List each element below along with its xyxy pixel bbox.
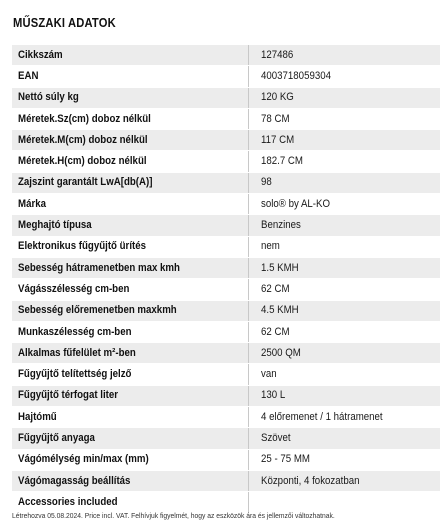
spec-value-cell (249, 45, 440, 66)
spec-label: Márka (18, 197, 46, 210)
spec-value: Szövet (261, 431, 291, 444)
spec-label: Accessories included (18, 495, 118, 508)
spec-value: 130 L (261, 389, 286, 402)
spec-label: Zajszint garantált LwA[db(A)] (18, 176, 153, 189)
spec-table (12, 45, 440, 514)
spec-label-cell (12, 130, 249, 151)
spec-value-cell (249, 321, 440, 342)
spec-value: 4003718059304 (261, 69, 331, 82)
spec-row (12, 321, 440, 342)
spec-value-cell (249, 449, 440, 470)
spec-label: Vágómélység min/max (mm) (18, 453, 149, 466)
spec-value: van (261, 368, 277, 381)
spec-label: Vágásszélesség cm-ben (18, 282, 130, 295)
spec-label: Fűgyűjtő anyaga (18, 431, 95, 444)
spec-value: 78 CM (261, 112, 290, 125)
spec-value-cell (249, 343, 440, 364)
spec-value: 25 - 75 MM (261, 453, 310, 466)
spec-row (12, 236, 440, 257)
spec-label-cell (12, 257, 249, 278)
spec-label-cell (12, 215, 249, 236)
spec-value-cell (249, 470, 440, 491)
spec-value-cell (249, 151, 440, 172)
spec-row (12, 215, 440, 236)
spec-label-cell (12, 343, 249, 364)
spec-value-cell (249, 194, 440, 215)
spec-row (12, 66, 440, 87)
spec-value-cell (249, 257, 440, 278)
spec-row (12, 108, 440, 129)
spec-row (12, 194, 440, 215)
spec-label-cell (12, 470, 249, 491)
spec-row (12, 470, 440, 491)
spec-value-cell (249, 407, 440, 428)
spec-value: 2500 QM (261, 346, 301, 359)
spec-row (12, 130, 440, 151)
spec-value: 4.5 KMH (261, 304, 299, 317)
spec-value-cell (249, 428, 440, 449)
spec-value: 98 (261, 176, 272, 189)
spec-label-cell (12, 300, 249, 321)
spec-row (12, 364, 440, 385)
spec-label-cell (12, 151, 249, 172)
spec-row (12, 151, 440, 172)
spec-label-cell (12, 449, 249, 470)
spec-value: 1.5 KMH (261, 261, 299, 274)
spec-label: Hajtómű (18, 410, 57, 423)
spec-label-cell (12, 236, 249, 257)
spec-label: Méretek.H(cm) doboz nélkül (18, 155, 147, 168)
spec-label: Sebesség előremenetben maxkmh (18, 304, 177, 317)
spec-value-cell (249, 108, 440, 129)
spec-label: Meghajtó típusa (18, 219, 92, 232)
spec-row (12, 385, 440, 406)
spec-label: Fűgyűjtő telítettség jelző (18, 368, 132, 381)
spec-value: 117 CM (261, 133, 295, 146)
spec-label: Alkalmas fűfelület m²-ben (18, 346, 136, 359)
spec-label-cell (12, 385, 249, 406)
spec-table-body (12, 45, 440, 513)
spec-value: Benzines (261, 219, 301, 232)
spec-row (12, 172, 440, 193)
spec-label: EAN (18, 69, 39, 82)
spec-label: Elektronikus fűgyűjtő ürítés (18, 240, 147, 253)
spec-value: nem (261, 240, 280, 253)
spec-value-cell (249, 87, 440, 108)
spec-value: 62 CM (261, 325, 290, 338)
spec-row (12, 279, 440, 300)
spec-value-cell (249, 236, 440, 257)
spec-row (12, 407, 440, 428)
spec-value: 62 CM (261, 282, 290, 295)
spec-label-cell (12, 428, 249, 449)
spec-value-cell (249, 385, 440, 406)
spec-row (12, 428, 440, 449)
spec-label-cell (12, 194, 249, 215)
section-title: MŰSZAKI ADATOK (13, 15, 116, 30)
spec-value-cell (249, 300, 440, 321)
spec-value: 4 előremenet / 1 hátramenet (261, 410, 383, 423)
spec-row (12, 300, 440, 321)
spec-value-cell (249, 364, 440, 385)
spec-value-cell (249, 66, 440, 87)
spec-label-cell (12, 172, 249, 193)
spec-label-cell (12, 279, 249, 300)
footer-note: Létrehozva 05.08.2024. Price incl. VAT. Felhívjuk figyelmét, hogy az eszközök ára és jellemzői változhatnak. (12, 511, 335, 520)
spec-label-cell (12, 364, 249, 385)
spec-label-cell (12, 407, 249, 428)
spec-row (12, 87, 440, 108)
spec-row (12, 257, 440, 278)
spec-label: Nettó súly kg (18, 91, 79, 104)
spec-label-cell (12, 66, 249, 87)
spec-label-cell (12, 108, 249, 129)
spec-value: solo® by AL-KO (261, 197, 331, 210)
spec-label-cell (12, 45, 249, 66)
spec-value: 182.7 CM (261, 155, 303, 168)
spec-label-cell (12, 321, 249, 342)
spec-label: Méretek.M(cm) doboz nélkül (18, 133, 148, 146)
spec-value: Központi, 4 fokozatban (261, 474, 360, 487)
spec-value-cell (249, 215, 440, 236)
spec-value-cell (249, 172, 440, 193)
spec-label: Vágómagasság beállítás (18, 474, 131, 487)
spec-value-cell (249, 130, 440, 151)
spec-value: 127486 (261, 48, 294, 61)
spec-label: Méretek.Sz(cm) doboz nélkül (18, 112, 151, 125)
spec-row (12, 343, 440, 364)
spec-value-cell (249, 279, 440, 300)
spec-label: Sebesség hátramenetben max kmh (18, 261, 180, 274)
spec-value-cell (249, 492, 440, 513)
spec-label: Cikkszám (18, 48, 63, 61)
spec-row (12, 449, 440, 470)
spec-label: Fűgyűjtő térfogat liter (18, 389, 119, 402)
spec-label-cell (12, 492, 249, 513)
spec-value: 120 KG (261, 91, 294, 104)
spec-row (12, 492, 440, 513)
spec-label-cell (12, 87, 249, 108)
spec-row (12, 45, 440, 66)
spec-label: Munkaszélesség cm-ben (18, 325, 132, 338)
